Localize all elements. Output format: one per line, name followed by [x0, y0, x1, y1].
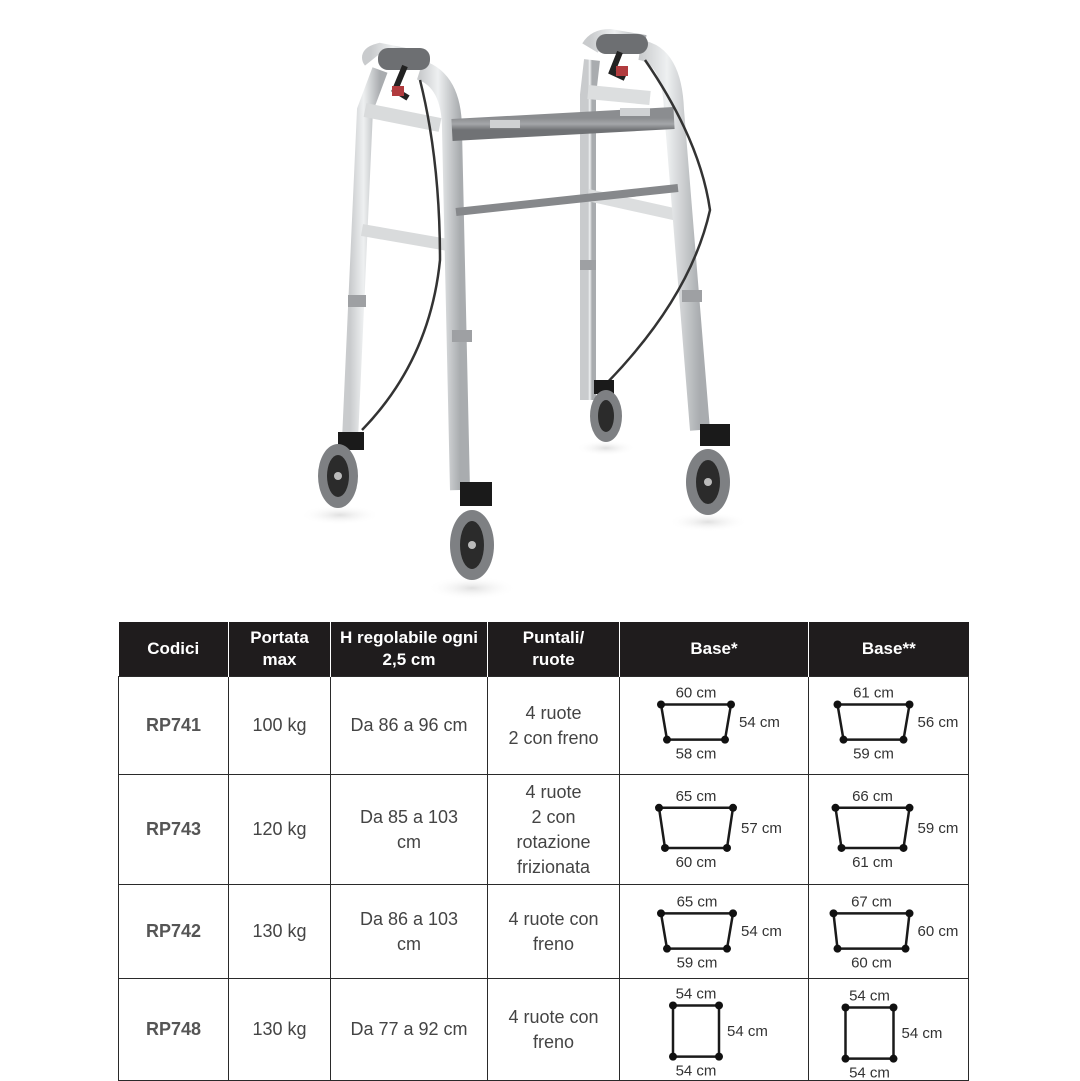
base-corner-dot: [729, 803, 737, 811]
cell-code: RP748: [119, 979, 229, 1081]
base-top-width: 60 cm: [675, 683, 717, 701]
base-corner-dot: [842, 1054, 850, 1062]
base-corner-dot: [721, 735, 729, 743]
base-top-width: 66 cm: [852, 787, 893, 805]
cell-base1: [620, 677, 809, 775]
wheels-line: 2 con: [531, 806, 576, 827]
cell-base2: [809, 885, 969, 979]
base-diagram: [620, 981, 808, 1079]
base-corner-dot: [655, 803, 663, 811]
base-top-width: 61 cm: [853, 683, 894, 701]
table-row: [119, 885, 969, 979]
base-outline: [673, 1005, 719, 1056]
cell-code: RP743: [119, 775, 229, 885]
base-outline: [661, 704, 731, 739]
wheels-line: 4 ruote: [525, 781, 582, 802]
wheels-line: freno: [532, 1031, 575, 1052]
cell-load: 100 kg: [229, 677, 331, 775]
base-corner-dot: [840, 735, 848, 743]
base-corner-dot: [906, 803, 914, 811]
base-top-width: 54 cm: [849, 987, 890, 1005]
height-line: Da 86 a 96 cm: [350, 715, 468, 735]
table-header-row: [119, 622, 969, 677]
base-corner-dot: [890, 1054, 898, 1062]
base-corner-dot: [900, 735, 908, 743]
base-diagram: [809, 777, 968, 883]
spec-table: [118, 622, 969, 1081]
height-line: Da 85 a 103: [359, 806, 459, 827]
base-corner-dot: [657, 700, 665, 708]
cell-height: [331, 677, 488, 775]
cell-wheels: [488, 677, 620, 775]
base-outline: [661, 913, 733, 948]
height-line: Da 77 a 92 cm: [350, 1019, 468, 1039]
base-corner-dot: [663, 735, 671, 743]
base-outline: [838, 704, 910, 739]
base-diagram: [620, 777, 808, 883]
height-line: cm: [397, 933, 421, 954]
cell-code: RP741: [119, 677, 229, 775]
cell-base2: [809, 775, 969, 885]
base-corner-dot: [834, 700, 842, 708]
cell-load: 130 kg: [229, 979, 331, 1081]
base-bottom-width: 61 cm: [852, 853, 893, 871]
height-line: cm: [397, 831, 421, 852]
base-top-width: 65 cm: [675, 787, 717, 805]
base-bottom-width: 60 cm: [851, 954, 892, 972]
header-load: Portata max: [229, 622, 331, 677]
header-wheels: Puntali/ ruote: [488, 622, 620, 677]
base-corner-dot: [663, 944, 671, 952]
wheels-line: 4 ruote con: [508, 1006, 599, 1027]
cell-height: [331, 885, 488, 979]
base-corner-dot: [715, 1001, 723, 1009]
base-depth: 57 cm: [741, 819, 782, 837]
base-corner-dot: [830, 909, 838, 917]
header-base1: Base*: [620, 622, 809, 677]
base-corner-dot: [906, 700, 914, 708]
base-top-width: 54 cm: [675, 984, 717, 1002]
base-depth: 59 cm: [917, 819, 959, 837]
base-corner-dot: [657, 909, 665, 917]
base-diagram: [809, 887, 968, 977]
base-corner-dot: [842, 1003, 850, 1011]
base-depth: 60 cm: [917, 922, 959, 940]
base-corner-dot: [832, 803, 840, 811]
base-diagram: [620, 887, 808, 977]
base-corner-dot: [834, 944, 842, 952]
cell-wheels: [488, 979, 620, 1081]
base-depth: 54 cm: [741, 922, 782, 940]
cell-base1: [620, 775, 809, 885]
base-diagram: [809, 981, 968, 1079]
wheels-line: frizionata: [516, 856, 591, 877]
base-outline: [659, 807, 733, 847]
cell-code: RP742: [119, 885, 229, 979]
cell-wheels: [488, 775, 620, 885]
base-bottom-width: 59 cm: [853, 745, 894, 763]
cell-wheels: [488, 885, 620, 979]
base-outline: [834, 913, 910, 948]
cell-height: [331, 979, 488, 1081]
cell-base2: [809, 677, 969, 775]
base-bottom-width: 54 cm: [849, 1064, 890, 1079]
cell-load: 120 kg: [229, 775, 331, 885]
cell-load: 130 kg: [229, 885, 331, 979]
base-bottom-width: 54 cm: [675, 1062, 717, 1079]
table-row: [119, 979, 969, 1081]
base-diagram: [620, 679, 808, 773]
base-corner-dot: [727, 700, 735, 708]
base-corner-dot: [902, 944, 910, 952]
base-depth: 54 cm: [901, 1024, 943, 1042]
base-corner-dot: [723, 944, 731, 952]
cell-base1: [620, 885, 809, 979]
base-corner-dot: [906, 909, 914, 917]
wheels-line: 4 ruote con: [508, 908, 599, 929]
base-depth: 54 cm: [727, 1022, 768, 1040]
base-bottom-width: 59 cm: [676, 954, 718, 972]
base-corner-dot: [723, 843, 731, 851]
cell-height: [331, 775, 488, 885]
base-corner-dot: [900, 843, 908, 851]
base-diagram: [809, 679, 968, 773]
base-top-width: 67 cm: [851, 892, 892, 910]
base-bottom-width: 58 cm: [675, 745, 717, 763]
header-height: H regolabile ogni 2,5 cm: [331, 622, 488, 677]
table-row: [119, 677, 969, 775]
base-corner-dot: [669, 1052, 677, 1060]
height-line: Da 86 a 103: [359, 908, 459, 929]
base-bottom-width: 60 cm: [675, 853, 717, 871]
base-corner-dot: [669, 1001, 677, 1009]
wheels-line: 4 ruote: [525, 702, 582, 723]
base-depth: 56 cm: [917, 713, 959, 731]
wheels-line: freno: [532, 933, 575, 954]
base-outline: [836, 807, 910, 847]
base-corner-dot: [838, 843, 846, 851]
table-row: [119, 775, 969, 885]
cell-base1: [620, 979, 809, 1081]
base-depth: 54 cm: [739, 713, 780, 731]
base-corner-dot: [890, 1003, 898, 1011]
base-top-width: 65 cm: [676, 892, 718, 910]
header-code: Codici: [119, 622, 229, 677]
header-base2: Base**: [809, 622, 969, 677]
base-corner-dot: [729, 909, 737, 917]
cell-base2: [809, 979, 969, 1081]
base-corner-dot: [715, 1052, 723, 1060]
wheels-line: 2 con freno: [508, 727, 599, 748]
base-corner-dot: [661, 843, 669, 851]
wheels-line: rotazione: [516, 831, 591, 852]
base-outline: [846, 1007, 894, 1058]
